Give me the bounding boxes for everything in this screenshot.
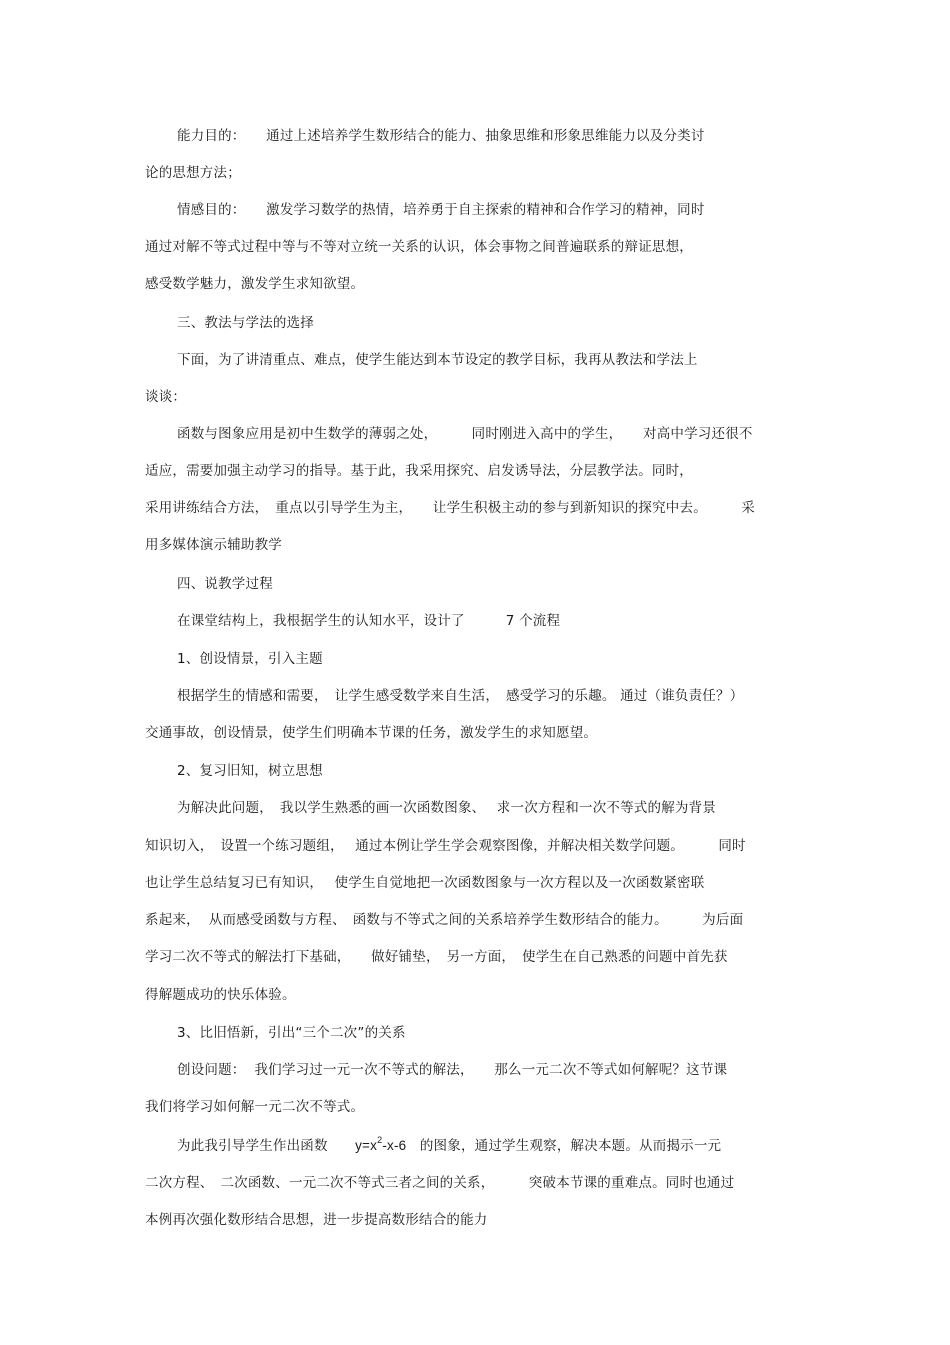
text-line: 创设问题： 我们学习过一元一次不等式的解法， 那么一元二次不等式如何解呢？这节课 (177, 1062, 728, 1078)
function-line-prefix: 为此我引导学生作出函数 (177, 1138, 356, 1154)
text-line: 感受数学魅力，激发学生求知欲望。 (145, 276, 365, 292)
text-line: 下面，为了讲清重点、难点，使学生能达到本节设定的教学目标，我再从教法和学法上 (177, 352, 698, 368)
text-line: 函数与图象应用是初中生数学的薄弱之处， 同时刚进入高中的学生， 对高中学习还很不 (177, 426, 753, 442)
text-line: 论的思想方法； (145, 165, 241, 181)
text-line: 也让学生总结复习已有知识， 使学生自觉地把一次函数图象与一次方程以及一次函数紧密联 (145, 875, 705, 891)
formula-rest: -x-6 (382, 1138, 407, 1153)
text-line: 本例再次强化数形结合思想，进一步提高数形结合的能力 (145, 1212, 488, 1228)
text-line: 根据学生的情感和需要， 让学生感受数学来自生活， 感受学习的乐趣。 通过（谁负责任？） (177, 688, 744, 704)
function-line-suffix: 的图象，通过学生观察，解决本题。从而揭示一元 (406, 1138, 722, 1154)
text-line: 在课堂结构上，我根据学生的认知水平，设计了 7 个流程 (177, 613, 561, 629)
text-line: 为解决此问题， 我以学生熟悉的画一次函数图象、 求一次方程和一次不等式的解为背景 (177, 800, 716, 816)
function-text-line (177, 1136, 721, 1157)
text-line: 能力目的： 通过上述培养学生数形结合的能力、抽象思维和形象思维能力以及分类讨 (177, 128, 705, 144)
text-line: 学习二次不等式的解法打下基础， 做好铺垫， 另一方面， 使学生在自己熟悉的问题中首先获 (145, 949, 728, 965)
formula-exponent: 2 (377, 1135, 383, 1145)
text-line: 二次方程、 二次函数、一元二次不等式三者之间的关系， 突破本节课的重难点。同时也通过 (145, 1175, 735, 1191)
text-line: 通过对解不等式过程中等与不等对立统一关系的认识，体会事物之间普遍联系的辩证思想， (145, 239, 693, 255)
text-line: 交通事故，创设情景，使学生们明确本节课的任务，激发学生的求知愿望。 (145, 725, 598, 741)
text-line: 系起来， 从而感受函数与方程、 函数与不等式之间的关系培养学生数形结合的能力。 为后面 (145, 912, 744, 928)
subsection-heading: 2、复习旧知，树立思想 (177, 763, 323, 779)
subsection-heading: 3、比旧悟新，引出“三个二次”的关系 (177, 1025, 406, 1041)
text-line: 我们将学习如何解一元二次不等式。 (145, 1099, 365, 1115)
text-line: 情感目的： 激发学习数学的热情，培养勇于自主探索的精神和合作学习的精神，同时 (177, 202, 705, 218)
text-line: 采用讲练结合方法， 重点以引导学生为主， 让学生积极主动的参与到新知识的探究中去。 采 (145, 500, 755, 516)
formula-base: y=x (355, 1138, 378, 1153)
text-line: 用多媒体演示辅助教学 (145, 537, 282, 553)
text-line: 得解题成功的快乐体验。 (145, 987, 296, 1003)
text-line: 适应，需要加强主动学习的指导。基于此，我采用探究、启发诱导法，分层教学法。同时， (145, 463, 693, 479)
text-line: 谈谈： (145, 389, 187, 405)
subsection-heading: 1、创设情景，引入主题 (177, 651, 323, 667)
section-heading: 三、教法与学法的选择 (177, 315, 314, 331)
text-line: 知识切入， 设置一个练习题组， 通过本例让学生学会观察图像，并解决相关数学问题。 同时 (145, 838, 746, 854)
section-heading: 四、说教学过程 (177, 576, 273, 592)
